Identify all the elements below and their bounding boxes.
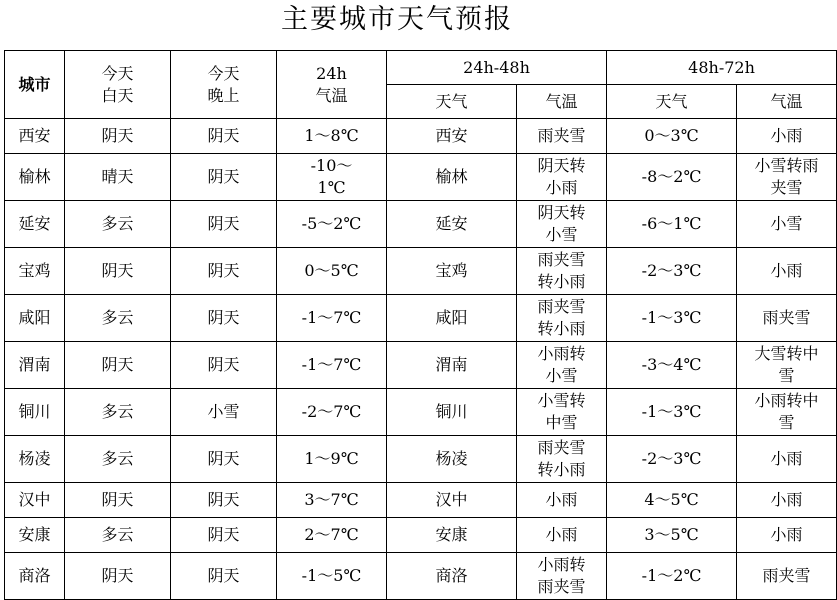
cell-city: 西安: [5, 119, 65, 154]
cell-temp-24h-line: -10～: [310, 156, 353, 175]
header-today-night-line1: 今天: [207, 63, 240, 83]
cell-today-night: 阴天: [171, 436, 277, 483]
cell-weather-24-48: [517, 248, 607, 295]
header-today-day: [65, 51, 171, 119]
header-today-day-line1: 今天: [101, 63, 134, 83]
cell-weather-24-48-line: 雨夹雪: [537, 577, 586, 596]
cell-weather-48-72-line: 小雨: [770, 126, 803, 145]
cell-temp-48-72: [607, 119, 737, 154]
cell-temp-24h: [277, 248, 387, 295]
cell-weather-24-48-line: 小雨转: [537, 555, 586, 574]
cell-weather-48-72: [737, 518, 837, 553]
cell-today-night: 阴天: [171, 518, 277, 553]
cell-weather-24-48: [517, 483, 607, 518]
cell-weather-48-72-line: 雪: [778, 413, 795, 432]
table-row: [5, 389, 837, 436]
cell-temp-24h: [277, 295, 387, 342]
header-today-night: [171, 51, 277, 119]
header-temp-24h: [277, 51, 387, 119]
cell-today-day: 阴天: [65, 553, 171, 600]
cell-weather-48-72: [737, 201, 837, 248]
table-row: [5, 553, 837, 600]
cell-today-night: 阴天: [171, 342, 277, 389]
page-title: 主要城市天气预报: [281, 4, 513, 35]
cell-weather-24-48-line: 中雪: [545, 413, 578, 432]
cell-weather-24-48: [517, 154, 607, 201]
cell-city-repeat: 安康: [387, 518, 517, 553]
cell-city: 安康: [5, 518, 65, 553]
cell-today-day: 多云: [65, 201, 171, 248]
cell-city: 延安: [5, 201, 65, 248]
cell-weather-24-48-line: 小雨: [545, 178, 578, 197]
cell-temp-24h-line: 2～7℃: [304, 525, 359, 544]
cell-today-night: 阴天: [171, 154, 277, 201]
header-range-24-48: 24h-48h: [387, 51, 607, 85]
cell-weather-24-48: [517, 295, 607, 342]
cell-weather-48-72: [737, 483, 837, 518]
cell-temp-24h: [277, 342, 387, 389]
cell-temp-48-72: [607, 436, 737, 483]
cell-temp-48-72: [607, 553, 737, 600]
cell-city: 铜川: [5, 389, 65, 436]
header-weather-72: 天气: [607, 85, 737, 119]
cell-today-day: 多云: [65, 518, 171, 553]
header-today-day-line2: 白天: [101, 85, 134, 105]
cell-temp-24h: [277, 483, 387, 518]
cell-weather-24-48-line: 雨夹雪: [537, 438, 586, 457]
cell-weather-24-48-line: 雨夹雪: [537, 126, 586, 145]
cell-temp-48-72: [607, 154, 737, 201]
cell-temp-48-72-line: 0～3℃: [644, 126, 699, 145]
cell-weather-24-48-line: 转小雨: [537, 319, 586, 338]
cell-weather-24-48: [517, 389, 607, 436]
cell-weather-48-72: [737, 248, 837, 295]
cell-temp-48-72-line: -2～3℃: [641, 449, 702, 468]
forecast-body: [5, 119, 837, 600]
cell-temp-48-72-line: -8～2℃: [641, 167, 702, 186]
cell-temp-48-72: [607, 483, 737, 518]
cell-temp-48-72-line: -2～3℃: [641, 261, 702, 280]
cell-temp-48-72: [607, 295, 737, 342]
cell-weather-48-72-line: 小雪: [770, 214, 803, 233]
cell-weather-24-48-line: 雨夹雪: [537, 297, 586, 316]
forecast-table: [4, 50, 837, 600]
cell-weather-48-72: [737, 295, 837, 342]
cell-temp-48-72: [607, 389, 737, 436]
cell-temp-24h: [277, 201, 387, 248]
cell-city-repeat: 延安: [387, 201, 517, 248]
header-today-night-line2: 晚上: [207, 85, 240, 105]
cell-city-repeat: 渭南: [387, 342, 517, 389]
cell-temp-24h-line: -2～7℃: [301, 402, 362, 421]
cell-temp-48-72-line: 3～5℃: [644, 525, 699, 544]
table-row: [5, 295, 837, 342]
cell-city-repeat: 西安: [387, 119, 517, 154]
cell-temp-48-72-line: -6～1℃: [641, 214, 702, 233]
cell-temp-24h: [277, 154, 387, 201]
cell-weather-48-72: [737, 154, 837, 201]
cell-weather-48-72: [737, 119, 837, 154]
cell-weather-48-72-line: 雨夹雪: [762, 308, 811, 327]
cell-city-repeat: 商洛: [387, 553, 517, 600]
cell-today-night: 阴天: [171, 553, 277, 600]
cell-weather-48-72-line: 小雨: [770, 525, 803, 544]
cell-weather-48-72-line: 小雨: [770, 261, 803, 280]
cell-temp-24h-line: -1～7℃: [301, 355, 362, 374]
header-city: 城市: [5, 51, 65, 119]
header-temp-48: 气温: [517, 85, 607, 119]
cell-temp-24h-line: 3～7℃: [304, 490, 359, 509]
cell-city-repeat: 宝鸡: [387, 248, 517, 295]
cell-temp-24h-line: 0～5℃: [304, 261, 359, 280]
table-row: [5, 483, 837, 518]
cell-city: 宝鸡: [5, 248, 65, 295]
cell-temp-48-72-line: -1～2℃: [641, 566, 702, 585]
cell-weather-24-48-line: 小雪转: [537, 391, 586, 410]
cell-weather-24-48: [517, 518, 607, 553]
header-weather-48: 天气: [387, 85, 517, 119]
cell-weather-24-48: [517, 342, 607, 389]
cell-today-day: 多云: [65, 295, 171, 342]
cell-temp-24h-line: 1℃: [317, 178, 346, 197]
cell-weather-24-48-line: 小雨转: [537, 344, 586, 363]
cell-weather-24-48-line: 转小雨: [537, 460, 586, 479]
cell-weather-24-48-line: 雨夹雪: [537, 250, 586, 269]
cell-today-day: 阴天: [65, 119, 171, 154]
cell-weather-24-48-line: 小雪: [545, 225, 578, 244]
cell-weather-48-72-line: 夹雪: [770, 178, 803, 197]
cell-temp-48-72: [607, 248, 737, 295]
header-temp-24h-line1: 24h: [316, 63, 347, 83]
cell-temp-24h-line: -5～2℃: [301, 214, 362, 233]
table-row: [5, 119, 837, 154]
cell-temp-24h: [277, 119, 387, 154]
cell-temp-48-72-line: 4～5℃: [644, 490, 699, 509]
cell-today-night: 小雪: [171, 389, 277, 436]
cell-weather-24-48: [517, 436, 607, 483]
cell-temp-24h: [277, 518, 387, 553]
cell-weather-48-72-line: 大雪转中: [754, 344, 819, 363]
cell-temp-48-72-line: -1～3℃: [641, 402, 702, 421]
cell-temp-48-72: [607, 518, 737, 553]
cell-today-day: 多云: [65, 436, 171, 483]
cell-temp-48-72: [607, 201, 737, 248]
header-temp-24h-line2: 气温: [315, 85, 348, 105]
cell-weather-24-48: [517, 119, 607, 154]
cell-today-night: 阴天: [171, 201, 277, 248]
cell-today-night: 阴天: [171, 119, 277, 154]
table-row: [5, 436, 837, 483]
cell-temp-48-72: [607, 342, 737, 389]
cell-today-night: 阴天: [171, 483, 277, 518]
cell-temp-24h: [277, 389, 387, 436]
cell-temp-24h-line: 1～8℃: [304, 126, 359, 145]
cell-temp-24h: [277, 436, 387, 483]
table-row: [5, 518, 837, 553]
cell-weather-48-72-line: 雨夹雪: [762, 566, 811, 585]
cell-temp-24h-line: 1～9℃: [304, 449, 359, 468]
cell-today-day: 阴天: [65, 483, 171, 518]
cell-today-night: 阴天: [171, 248, 277, 295]
table-row: [5, 248, 837, 295]
cell-today-day: 多云: [65, 389, 171, 436]
cell-city-repeat: 榆林: [387, 154, 517, 201]
cell-weather-48-72-line: 雪: [778, 366, 795, 385]
cell-weather-24-48-line: 小雪: [545, 366, 578, 385]
cell-city: 渭南: [5, 342, 65, 389]
cell-city: 咸阳: [5, 295, 65, 342]
cell-weather-24-48-line: 阴天转: [537, 156, 586, 175]
cell-weather-48-72-line: 小雨转中: [754, 391, 819, 410]
cell-temp-48-72-line: -1～3℃: [641, 308, 702, 327]
cell-city-repeat: 铜川: [387, 389, 517, 436]
cell-weather-48-72-line: 小雨: [770, 449, 803, 468]
cell-weather-24-48-line: 小雨: [545, 490, 578, 509]
cell-temp-24h: [277, 553, 387, 600]
cell-today-night: 阴天: [171, 295, 277, 342]
table-row: [5, 154, 837, 201]
cell-weather-24-48: [517, 201, 607, 248]
cell-city-repeat: 汉中: [387, 483, 517, 518]
cell-city: 榆林: [5, 154, 65, 201]
cell-temp-48-72-line: -3～4℃: [641, 355, 702, 374]
cell-weather-48-72: [737, 342, 837, 389]
cell-city: 汉中: [5, 483, 65, 518]
cell-weather-48-72-line: 小雨: [770, 490, 803, 509]
cell-city: 杨凌: [5, 436, 65, 483]
cell-weather-48-72-line: 小雪转雨: [754, 156, 819, 175]
table-row: [5, 342, 837, 389]
cell-city: 商洛: [5, 553, 65, 600]
cell-weather-24-48-line: 小雨: [545, 525, 578, 544]
cell-city-repeat: 咸阳: [387, 295, 517, 342]
header-range-48-72: 48h-72h: [607, 51, 837, 85]
cell-weather-24-48-line: 阴天转: [537, 203, 586, 222]
cell-weather-24-48: [517, 553, 607, 600]
cell-weather-48-72: [737, 436, 837, 483]
cell-weather-48-72: [737, 553, 837, 600]
cell-city-repeat: 杨凌: [387, 436, 517, 483]
cell-today-day: 阴天: [65, 248, 171, 295]
cell-weather-48-72: [737, 389, 837, 436]
header-temp-72: 气温: [737, 85, 837, 119]
cell-temp-24h-line: -1～7℃: [301, 308, 362, 327]
cell-weather-24-48-line: 转小雨: [537, 272, 586, 291]
cell-today-day: 晴天: [65, 154, 171, 201]
cell-temp-24h-line: -1～5℃: [301, 566, 362, 585]
table-row: [5, 201, 837, 248]
cell-today-day: 阴天: [65, 342, 171, 389]
